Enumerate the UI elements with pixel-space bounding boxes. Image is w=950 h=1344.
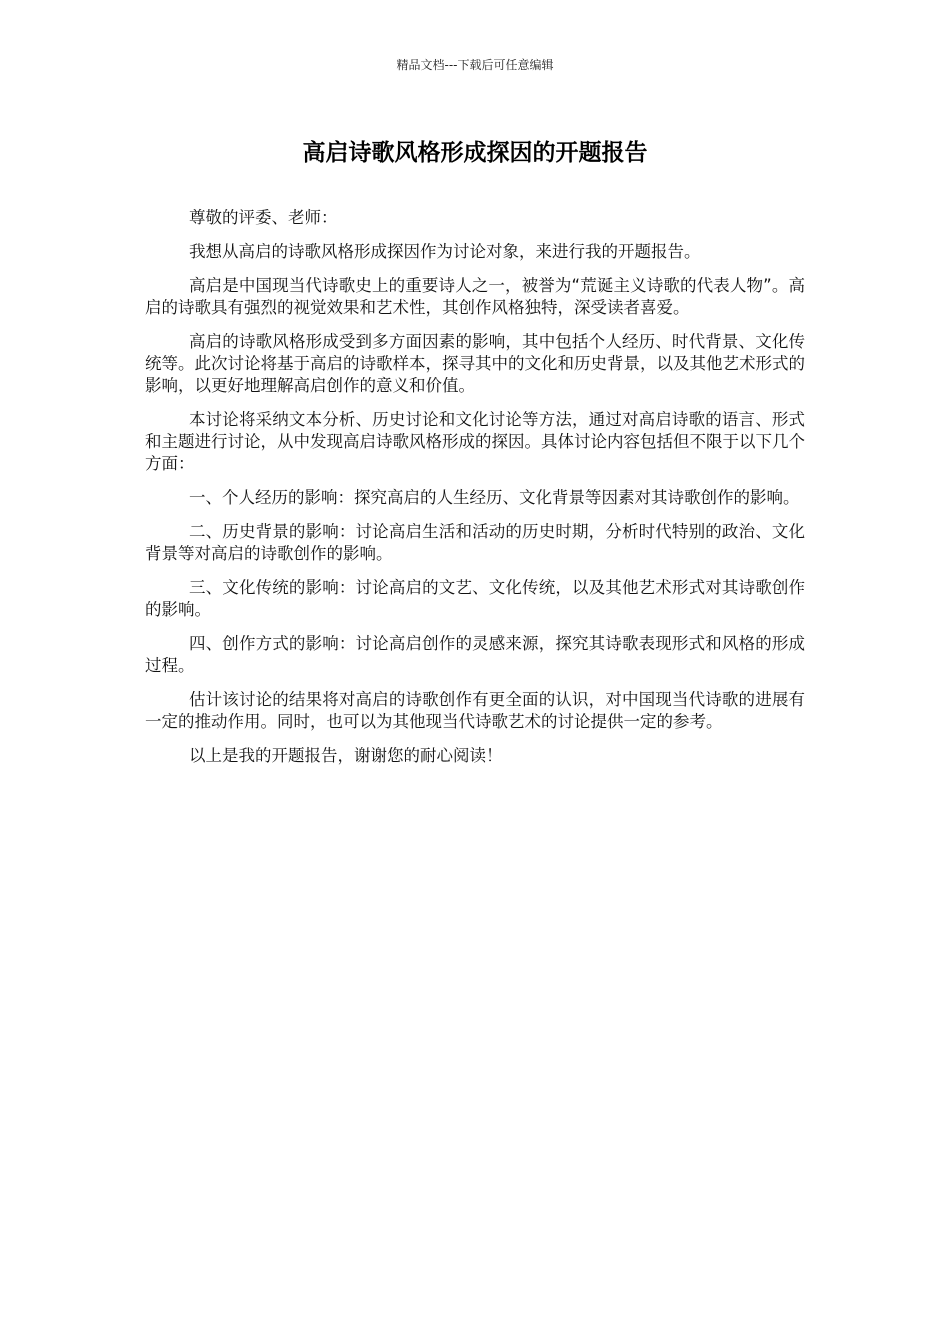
aspect-item-4: 四、创作方式的影响：讨论高启创作的灵感来源，探究其诗歌表现形式和风格的形成过程。 (145, 634, 805, 675)
aspect-item-1: 一、个人经历的影响：探究高启的人生经历、文化背景等因素对其诗歌创作的影响。 (189, 488, 800, 507)
intro-paragraph: 我想从高启的诗歌风格形成探因作为讨论对象，来进行我的开题报告。 (189, 242, 701, 261)
document-body (145, 207, 805, 779)
expected-results-paragraph: 估计该讨论的结果将对高启的诗歌创作有更全面的认识，对中国现当代诗歌的进展有一定的推动作用。同时，也可以为其他现当代诗歌艺术的讨论提供一定的参考。 (145, 690, 805, 731)
aspect-item-3: 三、文化传统的影响：讨论高启的文艺、文化传统，以及其他艺术形式对其诗歌创作的影响。 (145, 578, 805, 619)
salutation: 尊敬的评委、老师： (189, 208, 338, 227)
header-note: 精品文档---下载后可任意编辑 (396, 58, 554, 72)
poet-background-paragraph: 高启是中国现当代诗歌史上的重要诗人之一，被誉为“荒诞主义诗歌的代表人物”。高启的诗歌具有强烈的视觉效果和艺术性，其创作风格独特，深受读者喜爱。 (145, 276, 805, 317)
methods-paragraph: 本讨论将采纳文本分析、历史讨论和文化讨论等方法，通过对高启诗歌的语言、形式和主题进行讨论，从中发现高启诗歌风格形成的探因。具体讨论内容包括但不限于以下几个方面： (145, 410, 805, 473)
aspect-item-2: 二、历史背景的影响：讨论高启生活和活动的历史时期，分析时代特别的政治、文化背景等对高启的诗歌创作的影响。 (145, 522, 805, 563)
document-title: 高启诗歌风格形成探因的开题报告 (302, 140, 648, 166)
closing-paragraph: 以上是我的开题报告，谢谢您的耐心阅读！ (189, 746, 503, 765)
influences-paragraph: 高启的诗歌风格形成受到多方面因素的影响，其中包括个人经历、时代背景、文化传统等。此次讨论将基于高启的诗歌样本，探寻其中的文化和历史背景，以及其他艺术形式的影响，以更好地理解高启创作的意义和价值。 (145, 332, 805, 395)
